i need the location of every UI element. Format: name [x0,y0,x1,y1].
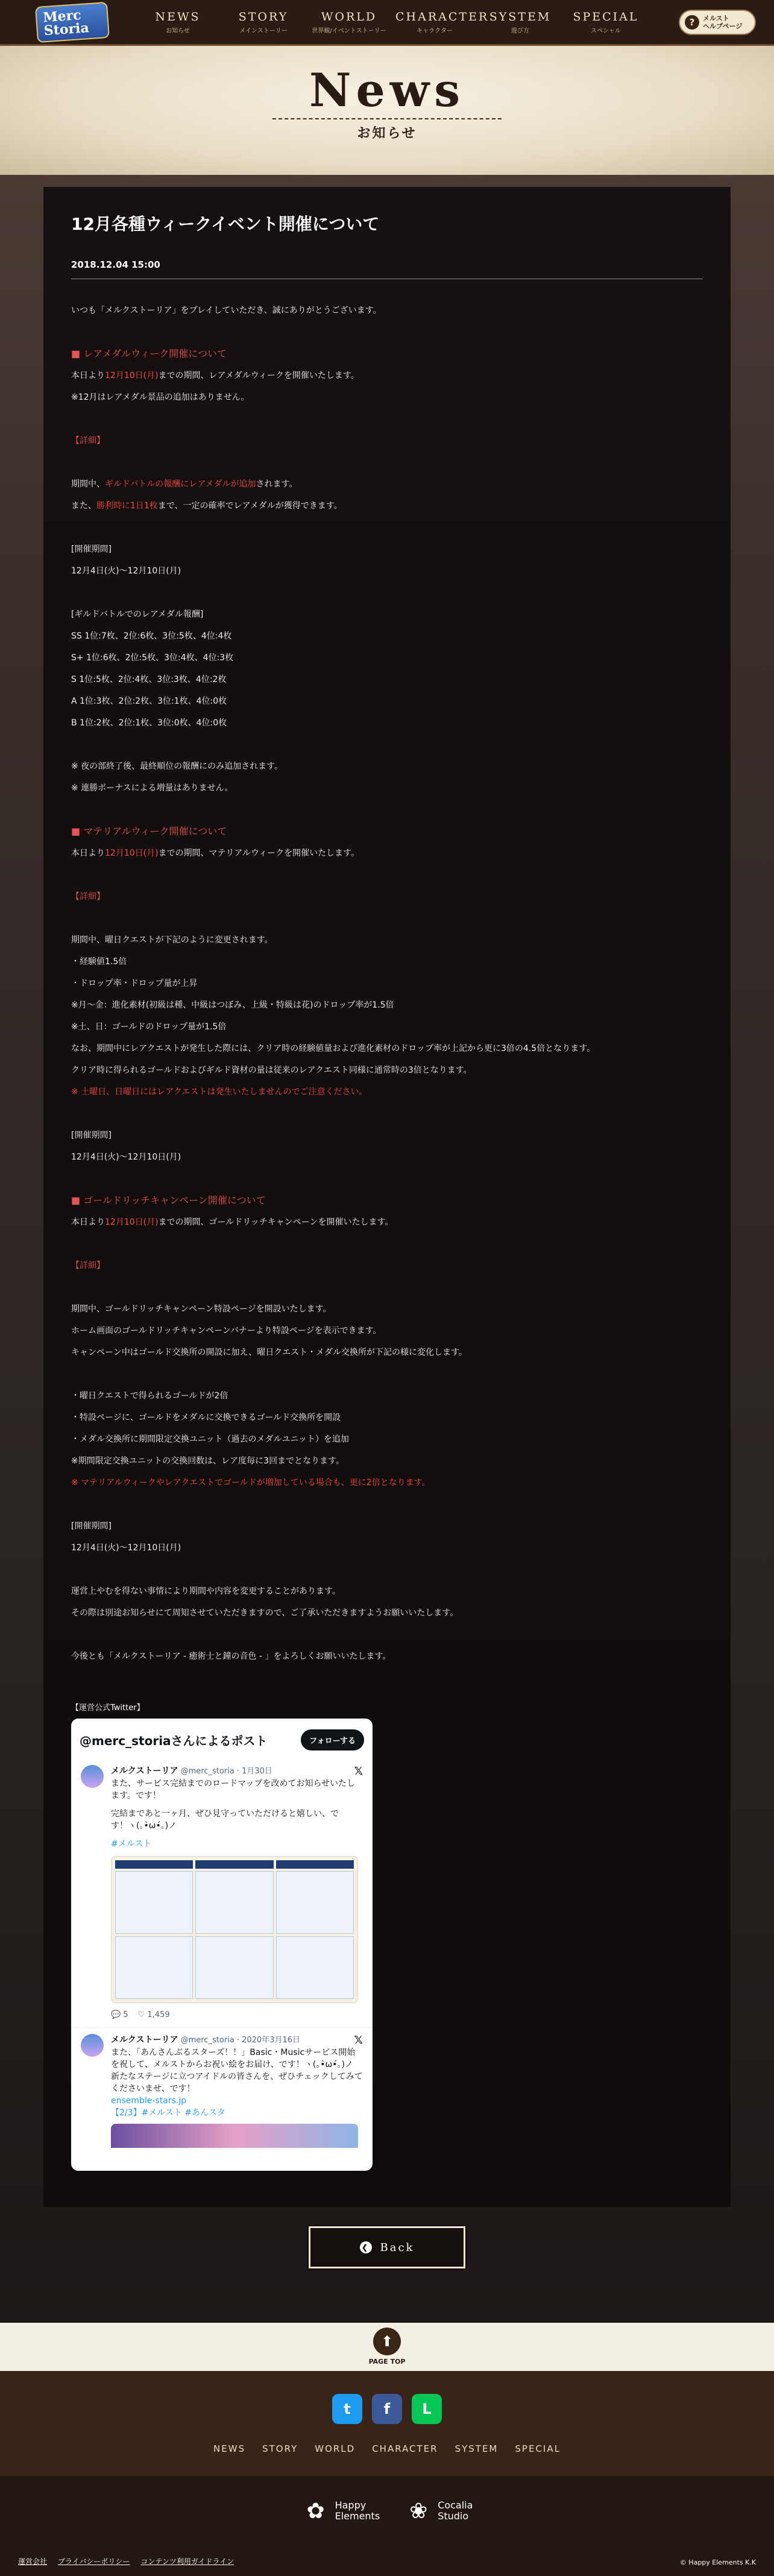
company-link[interactable]: 運営会社 [18,2557,48,2566]
logo-text: Merc Storia [35,1,110,42]
page-top-label: PAGE TOP [368,2358,406,2366]
nav-world-label: WORLD [321,10,377,24]
article-text [71,495,703,517]
footer-nav-story[interactable]: STORY [262,2443,298,2454]
arrow-up-icon: ⬆ [373,2328,401,2355]
hashtag-link[interactable]: 【2/3】#メルスト #あんスタ [111,2108,226,2118]
section-heading: ■ マテリアルウィーク開催について [71,826,227,837]
twitter-embed-header [71,1719,373,1759]
nav-story-sublabel: メインストーリー [239,27,288,34]
happy-elements-logo[interactable] [301,2496,380,2525]
list-item: ※月～金：進化素材(初級は種、中級はつぼみ、上級・特級は花)のドロップ率が1.5倍 [71,1000,394,1010]
highlight-date: 12月10日(月) [105,848,159,858]
page-top-button[interactable] [0,2323,774,2371]
back-button[interactable] [309,2226,465,2268]
footer-nav-news[interactable]: NEWS [213,2443,246,2454]
tweet-link[interactable]: ensemble-stars.jp [111,2096,187,2106]
tweet-text: また、「あんさんぶるスターズ！！」Basic・Musicサービス開始を祝して、メルストからお祝い絵をお届け、です！ヽ(｡•̀ω•́｡)ノ [111,2048,356,2069]
footer-nav [0,2443,774,2454]
tweet-author[interactable]: メルクストーリア [111,1766,178,1776]
nav-character-sublabel: キャラクター [417,27,453,34]
reward-label: [ギルドバトルでのレアメダル報酬] [71,610,204,619]
page-hero [0,46,774,175]
copyright: © Happy Elements K.K [679,2559,756,2566]
period-value: 12月4日(火)～12月10日(月) [71,1152,181,1162]
tweet-handle[interactable]: @merc_storia · 1月30日 [180,1767,272,1776]
reward-row: A 1位:3枚、2位:2枚、3位:1枚、4位:0枚 [71,696,227,706]
nav-news[interactable] [139,10,217,34]
back-label: Back [380,2241,415,2254]
like-count-value: 1,459 [147,2010,170,2019]
highlight-text: 勝利時に1日1枚 [96,501,158,511]
twitter-embed[interactable] [71,1719,373,2171]
twitter-embed-title[interactable]: @merc_storiaさんによるポスト [80,1734,268,1748]
page-subtitle: お知らせ [357,126,417,141]
article-title: 12月各種ウィークイベント開催について [71,214,380,234]
text-segment: までの期間、レアメダルウィークを開催いたします。 [158,371,359,380]
period-value: 12月4日(火)～12月10日(月) [71,1543,181,1553]
highlight-text: ギルドバトルの報酬にレアメダルが追加 [105,479,256,489]
tweet[interactable] [71,1759,373,2028]
reward-row: S 1位:5枚、2位:4枚、3位:3枚、4位:2枚 [71,675,227,684]
text-segment: また、 [71,501,96,511]
detail-heading: 【詳細】 [71,1261,105,1271]
period-label: [開催期間] [71,1521,112,1531]
list-item: ・メダル交換所に期間限定交換ユニット（過去のメダルユニット）を追加 [71,1435,349,1444]
list-item: ・ドロップ率・ドロップ量が上昇 [71,979,198,988]
site-footer [0,2371,774,2476]
reply-icon: 💬 [111,2010,124,2019]
avatar[interactable] [81,1765,104,1788]
follow-button[interactable]: フォローする [301,1729,364,1750]
period-value: 12月4日(火)～12月10日(月) [71,566,181,576]
article-intro: いつも「メルクストーリア」をプレイしていただき、誠にありがとうございます。 [71,306,382,315]
list-item: ・経験値1.5倍 [71,957,127,967]
nav-character-label: CHARACTER [395,10,489,24]
period-label: [開催期間] [71,545,112,554]
tweet-author[interactable]: メルクストーリア [111,2035,178,2045]
article-text [71,1211,703,1233]
article-body [71,300,703,1689]
tweet-text: また、サービス完結までのロードマップを改めてお知らせいたします。です！ [111,1779,356,1801]
nav-system[interactable] [481,10,559,34]
hashtag-link[interactable]: #メルスト [111,1839,152,1849]
x-logo-icon[interactable]: 𝕏 [354,2033,363,2047]
avatar[interactable] [81,2034,104,2057]
news-article [43,187,731,2207]
nav-system-sublabel: 遊び方 [511,27,529,34]
list-item: ※期間限定交換ユニットの交換回数は、レア度毎に3回までとなります。 [71,1456,344,1466]
article-text: ホーム画面のゴールドリッチキャンペーンバナーより特設ページを表示できます。 [71,1326,382,1336]
footer-bottom [0,2476,774,2576]
tweet-image[interactable] [111,1856,358,2003]
reply-count[interactable] [111,2009,128,2021]
article-text: キャンペーン中はゴールド交換所の開設に加え、曜日クエスト・メダル交換所が下記の様に変化します。 [71,1348,467,1357]
article-text: 期間中、曜日クエストが下記のように変更されます。 [71,935,273,945]
text-segment: 本日より [71,371,105,380]
heart-icon: ♡ [137,2010,148,2019]
text-segment: までの期間、ゴールドリッチキャンペーンを開催いたします。 [158,1217,394,1227]
chevron-left-icon: ❮ [360,2241,372,2253]
twitter-label: 【運営公式Twitter】 [71,1703,145,1713]
x-logo-icon[interactable]: 𝕏 [354,1764,363,1778]
warning-text: ※ 土曜日、日曜日にはレアクエストは発生いたしませんのでご注意ください。 [71,1087,368,1097]
brand-line: Elements [335,2510,380,2522]
closing-text: その際は別途お知らせにて周知させていただきますので、ご了承いただきますようお願いいたします。 [71,1608,459,1618]
list-item: ※土、日：ゴールドのドロップ量が1.5倍 [71,1022,227,1032]
article-note: ※ 夜の部終了後、最終順位の報酬にのみ追加されます。 [71,762,283,771]
nav-system-label: SYSTEM [489,10,552,24]
list-item: なお、期間中にレアクエストが発生した際には、クリア時の経験値量および進化素材のドロップ率が上記から更に3倍の4.5倍となります。 [71,1044,596,1053]
article-text [71,365,703,387]
question-icon: ? [685,15,699,30]
period-label: [開催期間] [71,1131,112,1140]
closing-text: 運営上やむを得ない事情により期間や内容を変更することがあります。 [71,1586,341,1596]
brand-line: Cocalia [438,2499,473,2511]
section-heading: ■ ゴールドリッチキャンペーン開催について [71,1195,266,1206]
legal-links [18,2556,234,2566]
article-note: ※ 連勝ボーナスによる増量はありません。 [71,783,233,793]
closing-text: 今後とも「メルクストーリア - 癒術士と鐘の音色 - 」をよろしくお願いいたします。 [71,1652,391,1661]
title-divider [272,118,502,119]
reply-count-value: 5 [123,2010,128,2019]
page-title: News [309,63,465,117]
reward-row: S+ 1位:6枚、2位:5枚、3位:4枚、4位:3枚 [71,653,234,663]
text-segment: 本日より [71,1217,105,1227]
twitter-icon[interactable]: t [332,2394,362,2424]
text-segment: されます。 [256,479,298,489]
text-segment: 本日より [71,848,105,858]
article-text [71,842,703,864]
footer-nav-world[interactable]: WORLD [315,2443,356,2454]
site-logo[interactable] [36,1,109,43]
list-item: クリア時に得られるゴールドおよびギルド資材の量は従来のレアクエスト同様に通常時の3倍となります。 [71,1065,472,1075]
main-content [0,175,774,2323]
nav-news-label: NEWS [155,10,201,24]
text-segment: までの期間、マテリアルウィークを開催いたします。 [158,848,360,858]
line-icon[interactable]: L [412,2394,442,2424]
text-segment: まで、一定の確率でレアメダルが獲得できます。 [157,501,342,511]
help-page-label: メルスト ヘルプページ [703,14,743,30]
social-links [0,2394,774,2424]
article-date: 2018.12.04 15:00 [71,259,160,270]
help-page-button[interactable] [679,10,756,35]
nav-special-sublabel: スペシャル [591,27,621,34]
tweet[interactable] [71,2028,373,2148]
clover-icon: ✿ [306,2498,325,2524]
nav-story-label: STORY [238,10,289,24]
site-header [0,0,774,46]
nav-news-sublabel: お知らせ [166,27,190,34]
footer-nav-character[interactable]: CHARACTER [372,2443,438,2454]
nav-world[interactable] [310,10,388,34]
nav-world-sublabel: 世界観/イベントストーリー [312,27,386,34]
nav-character[interactable] [395,10,489,34]
cocalia-studio-logo[interactable] [404,2496,473,2525]
privacy-policy-link[interactable]: プライバシーポリシー [58,2557,130,2566]
nav-story[interactable] [224,10,303,34]
warning-text: ※ マテリアルウィークやレアクエストでゴールドが増加している場合も、更に2倍となります。 [71,1478,430,1488]
tweet-handle[interactable]: @merc_storia · 2020年3月16日 [180,2036,301,2045]
nav-special-label: SPECIAL [573,10,639,24]
tweet-text: 新たなステージに立つアイドルの皆さんを、ぜひチェックしてみてくださいませ、です！ [111,2072,363,2094]
tweet-image[interactable] [111,2124,358,2148]
tweet-text: 完結まであと一ヶ月、ぜひ見守っていただけると嬉しい、です！ヽ(｡•̀ω•́｡)ノ [111,1809,339,1831]
article-note: ※12月はレアメダル景品の追加はありません。 [71,393,250,402]
reward-row: SS 1位:7枚、2位:6枚、3位:5枚、4位:4枚 [71,631,232,641]
flower-icon: ❀ [409,2498,428,2524]
brand-line: Studio [438,2510,469,2522]
content-guideline-link[interactable]: コンテンツ利用ガイドライン [140,2557,234,2566]
reward-row: B 1位:2枚、2位:1枚、3位:0枚、4位:0枚 [71,718,227,728]
facebook-icon[interactable]: f [372,2394,402,2424]
highlight-date: 12月10日(月) [105,371,159,380]
nav-special[interactable] [567,10,645,34]
footer-nav-special[interactable]: SPECIAL [515,2443,561,2454]
list-item: ・曜日クエストで得られるゴールドが2倍 [71,1391,228,1401]
section-heading: ■ レアメダルウィーク開催について [71,348,227,359]
article-text: 期間中、ゴールドリッチキャンペーン特設ページを開設いたします。 [71,1304,332,1314]
detail-heading: 【詳細】 [71,436,105,446]
footer-nav-system[interactable]: SYSTEM [455,2443,499,2454]
highlight-date: 12月10日(月) [105,1217,159,1227]
text-segment: 期間中、 [71,479,105,489]
detail-heading: 【詳細】 [71,892,105,901]
article-text [71,473,703,495]
list-item: ・特設ページに、ゴールドをメダルに交換できるゴールド交換所を開設 [71,1413,341,1422]
like-count[interactable] [138,2009,170,2021]
brand-line: Happy [335,2499,367,2511]
main-nav [139,10,645,34]
